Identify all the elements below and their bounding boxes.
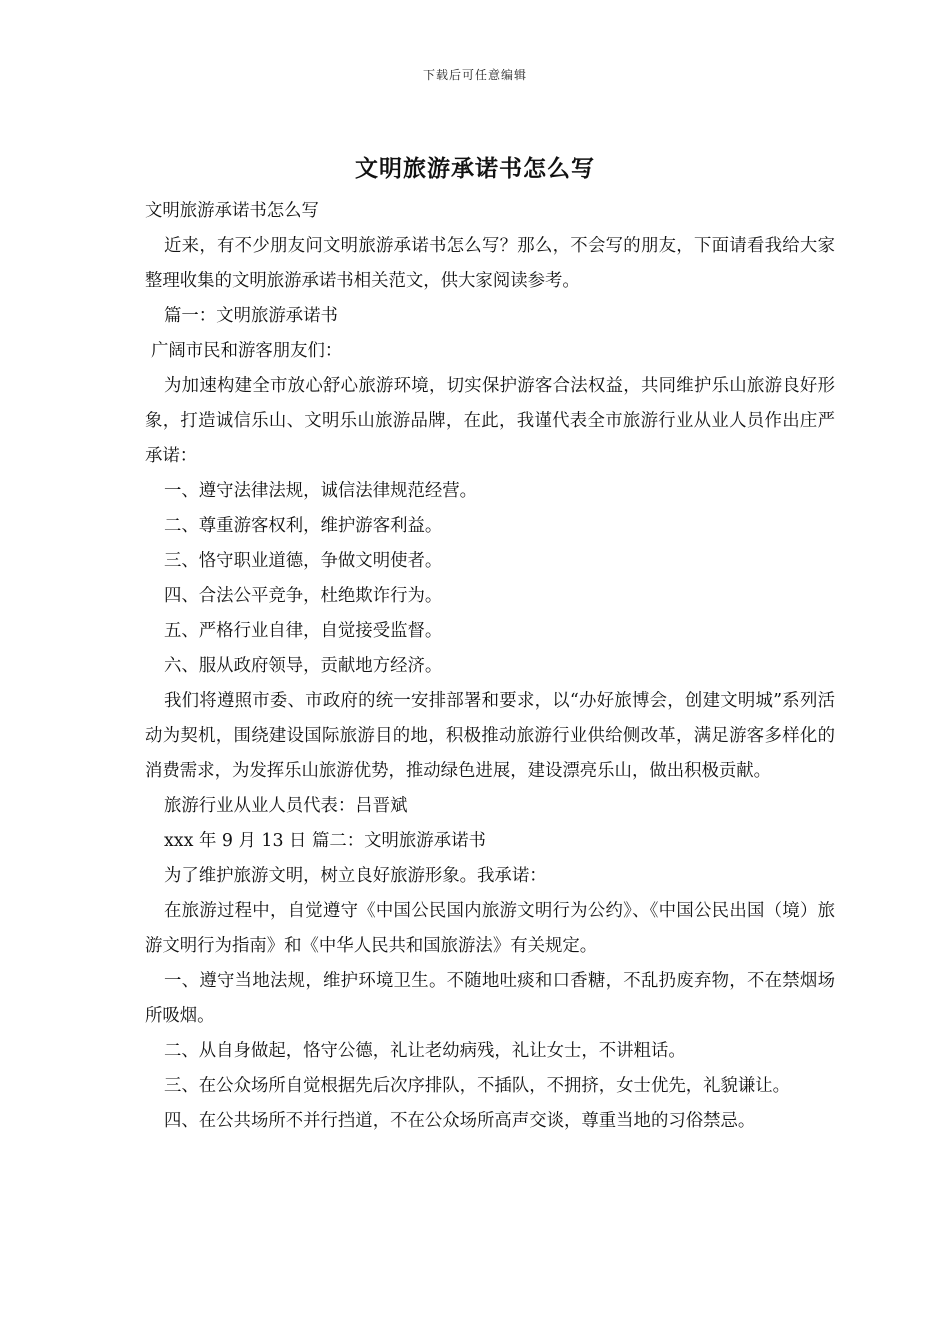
date-section-line: xxx 年 9 月 13 日 篇二：文明旅游承诺书 <box>164 831 486 851</box>
body-paragraph: 为加速构建全市放心舒心旅游环境，切实保护游客合法权益，共同维护乐山旅游良好形象，打造诚信乐山、文明乐山旅游品牌，在此，我谨代表全市旅游行业从业人员作出庄严承诺： <box>145 376 835 466</box>
list-item: 一、遵守当地法规，维护环境卫生。不随地吐痰和口香糖，不乱扔废弃物，不在禁烟场所吸烟。 <box>145 971 835 1026</box>
body-paragraph: 我们将遵照市委、市政府的统一安排部署和要求，以“办好旅博会，创建文明城”系列活动为契机，围绕建设国际旅游目的地，积极推动旅游行业供给侧改革，满足游客多样化的消费需求，为发挥乐山旅游优势，推动绿色进展，建设漂亮乐山，做出积极贡献。 <box>145 691 835 781</box>
list-item: 二、从自身做起，恪守公德，礼让老幼病残，礼让女士，不讲粗话。 <box>164 1041 686 1061</box>
list-item: 四、合法公平竞争，杜绝欺诈行为。 <box>164 586 443 606</box>
body-paragraph: 在旅游过程中，自觉遵守《中国公民国内旅游文明行为公约》、《中国公民出国（境）旅游文明行为指南》和《中华人民共和国旅游法》有关规定。 <box>145 901 835 956</box>
header-note: 下载后可任意编辑 <box>422 68 527 82</box>
document-title: 文明旅游承诺书怎么写 <box>355 155 595 182</box>
intro-paragraph: 近来，有不少朋友问文明旅游承诺书怎么写？那么，不会写的朋友，下面请看我给大家整理收集的文明旅游承诺书相关范文，供大家阅读参考。 <box>145 236 835 291</box>
list-item: 三、在公众场所自觉根据先后次序排队，不插队，不拥挤，女士优先，礼貌谦让。 <box>164 1076 791 1096</box>
list-item: 一、遵守法律法规，诚信法律规范经营。 <box>164 481 478 501</box>
list-item: 四、在公共场所不并行挡道，不在公众场所高声交谈，尊重当地的习俗禁忌。 <box>164 1111 756 1131</box>
list-item: 五、严格行业自律，自觉接受监督。 <box>164 621 443 641</box>
list-item: 六、服从政府领导，贡献地方经济。 <box>164 656 443 676</box>
subtitle-line: 文明旅游承诺书怎么写 <box>145 201 319 221</box>
document-body <box>145 194 835 1139</box>
signature-line: 旅游行业从业人员代表：吕晋斌 <box>164 796 408 816</box>
body-paragraph: 为了维护旅游文明，树立良好旅游形象。我承诺： <box>164 866 547 886</box>
salutation: 广阔市民和游客朋友们： <box>151 341 343 361</box>
list-item: 二、尊重游客权利，维护游客利益。 <box>164 516 443 536</box>
section-heading: 篇一：文明旅游承诺书 <box>164 306 338 326</box>
list-item: 三、恪守职业道德，争做文明使者。 <box>164 551 443 571</box>
